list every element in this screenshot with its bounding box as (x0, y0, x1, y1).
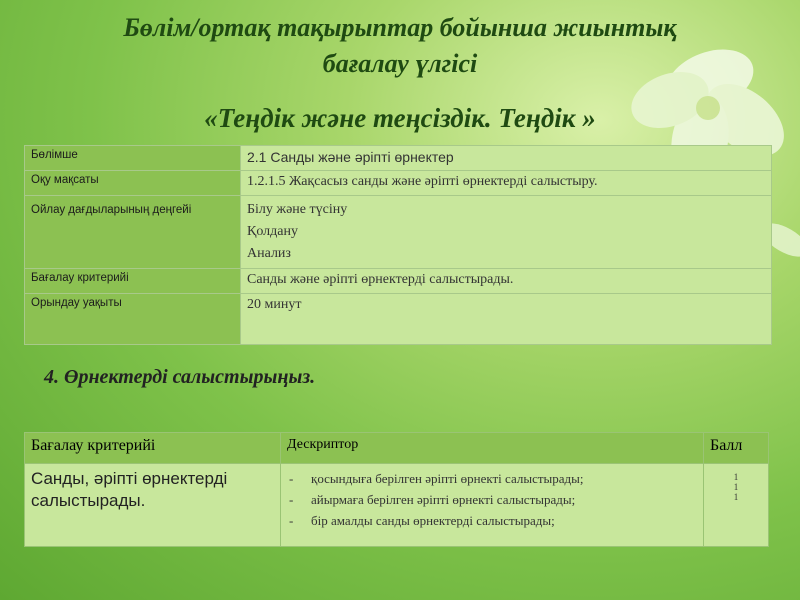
descriptor-list (287, 468, 697, 531)
point-value: 1 (733, 492, 739, 502)
descriptor-cell (281, 464, 704, 547)
topic-title: «Теңдік және теңсіздік. Теңдік » (204, 103, 596, 133)
page-title (0, 10, 800, 82)
info-row (25, 294, 772, 345)
info-table (24, 145, 772, 345)
info-value: Санды және әріпті өрнектерді салыстырады. (241, 269, 772, 294)
header-criterion: Бағалау критерийі (25, 433, 281, 464)
info-key: Оқу мақсаты (25, 171, 241, 196)
info-value-list (241, 196, 772, 269)
info-value: 20 минут (241, 294, 772, 345)
info-row (25, 269, 772, 294)
info-value: 1.2.1.5 Жақсасыз санды және әріпті өрнектерді салыстыру. (241, 171, 772, 196)
points-cell (704, 464, 769, 547)
descriptor-item: - айырмаға берілген әріпті өрнекті салыстырады; (287, 489, 697, 510)
info-row (25, 146, 772, 171)
descriptor-item: - қосындыға берілген әріпті өрнекті салыстырады; (287, 468, 697, 489)
criterion-text: Санды, әріпті өрнектерді салыстырады. (25, 464, 281, 547)
point-value: 1 (733, 482, 739, 492)
point-value: 1 (733, 472, 739, 482)
skill-level: Қолдану (247, 224, 298, 239)
title-line-2: бағалау үлгісі (322, 49, 478, 78)
info-key: Ойлау дағдыларының деңгейі (25, 196, 241, 269)
header-points: Балл (704, 433, 769, 464)
criteria-header-row (25, 433, 769, 464)
criteria-body-row (25, 464, 769, 547)
task-heading: 4. Өрнектерді салыстырыңыз. (44, 366, 316, 388)
info-row (25, 196, 772, 269)
header-descriptor: Дескриптор (281, 433, 704, 464)
skill-level: Анализ (247, 246, 291, 261)
criteria-table (24, 432, 769, 547)
skill-level: Білу және түсіну (247, 202, 348, 217)
title-line-1: Бөлім/ортақ тақырыптар бойынша жиынтық (123, 13, 677, 42)
info-row (25, 171, 772, 196)
info-key: Бөлімше (25, 146, 241, 171)
descriptor-item: - бір амалды санды өрнектерді салыстырады; (287, 510, 697, 531)
info-key: Бағалау критерийі (25, 269, 241, 294)
info-value: 2.1 Санды және әріпті өрнектер (241, 146, 772, 171)
info-key: Орындау уақыты (25, 294, 241, 345)
